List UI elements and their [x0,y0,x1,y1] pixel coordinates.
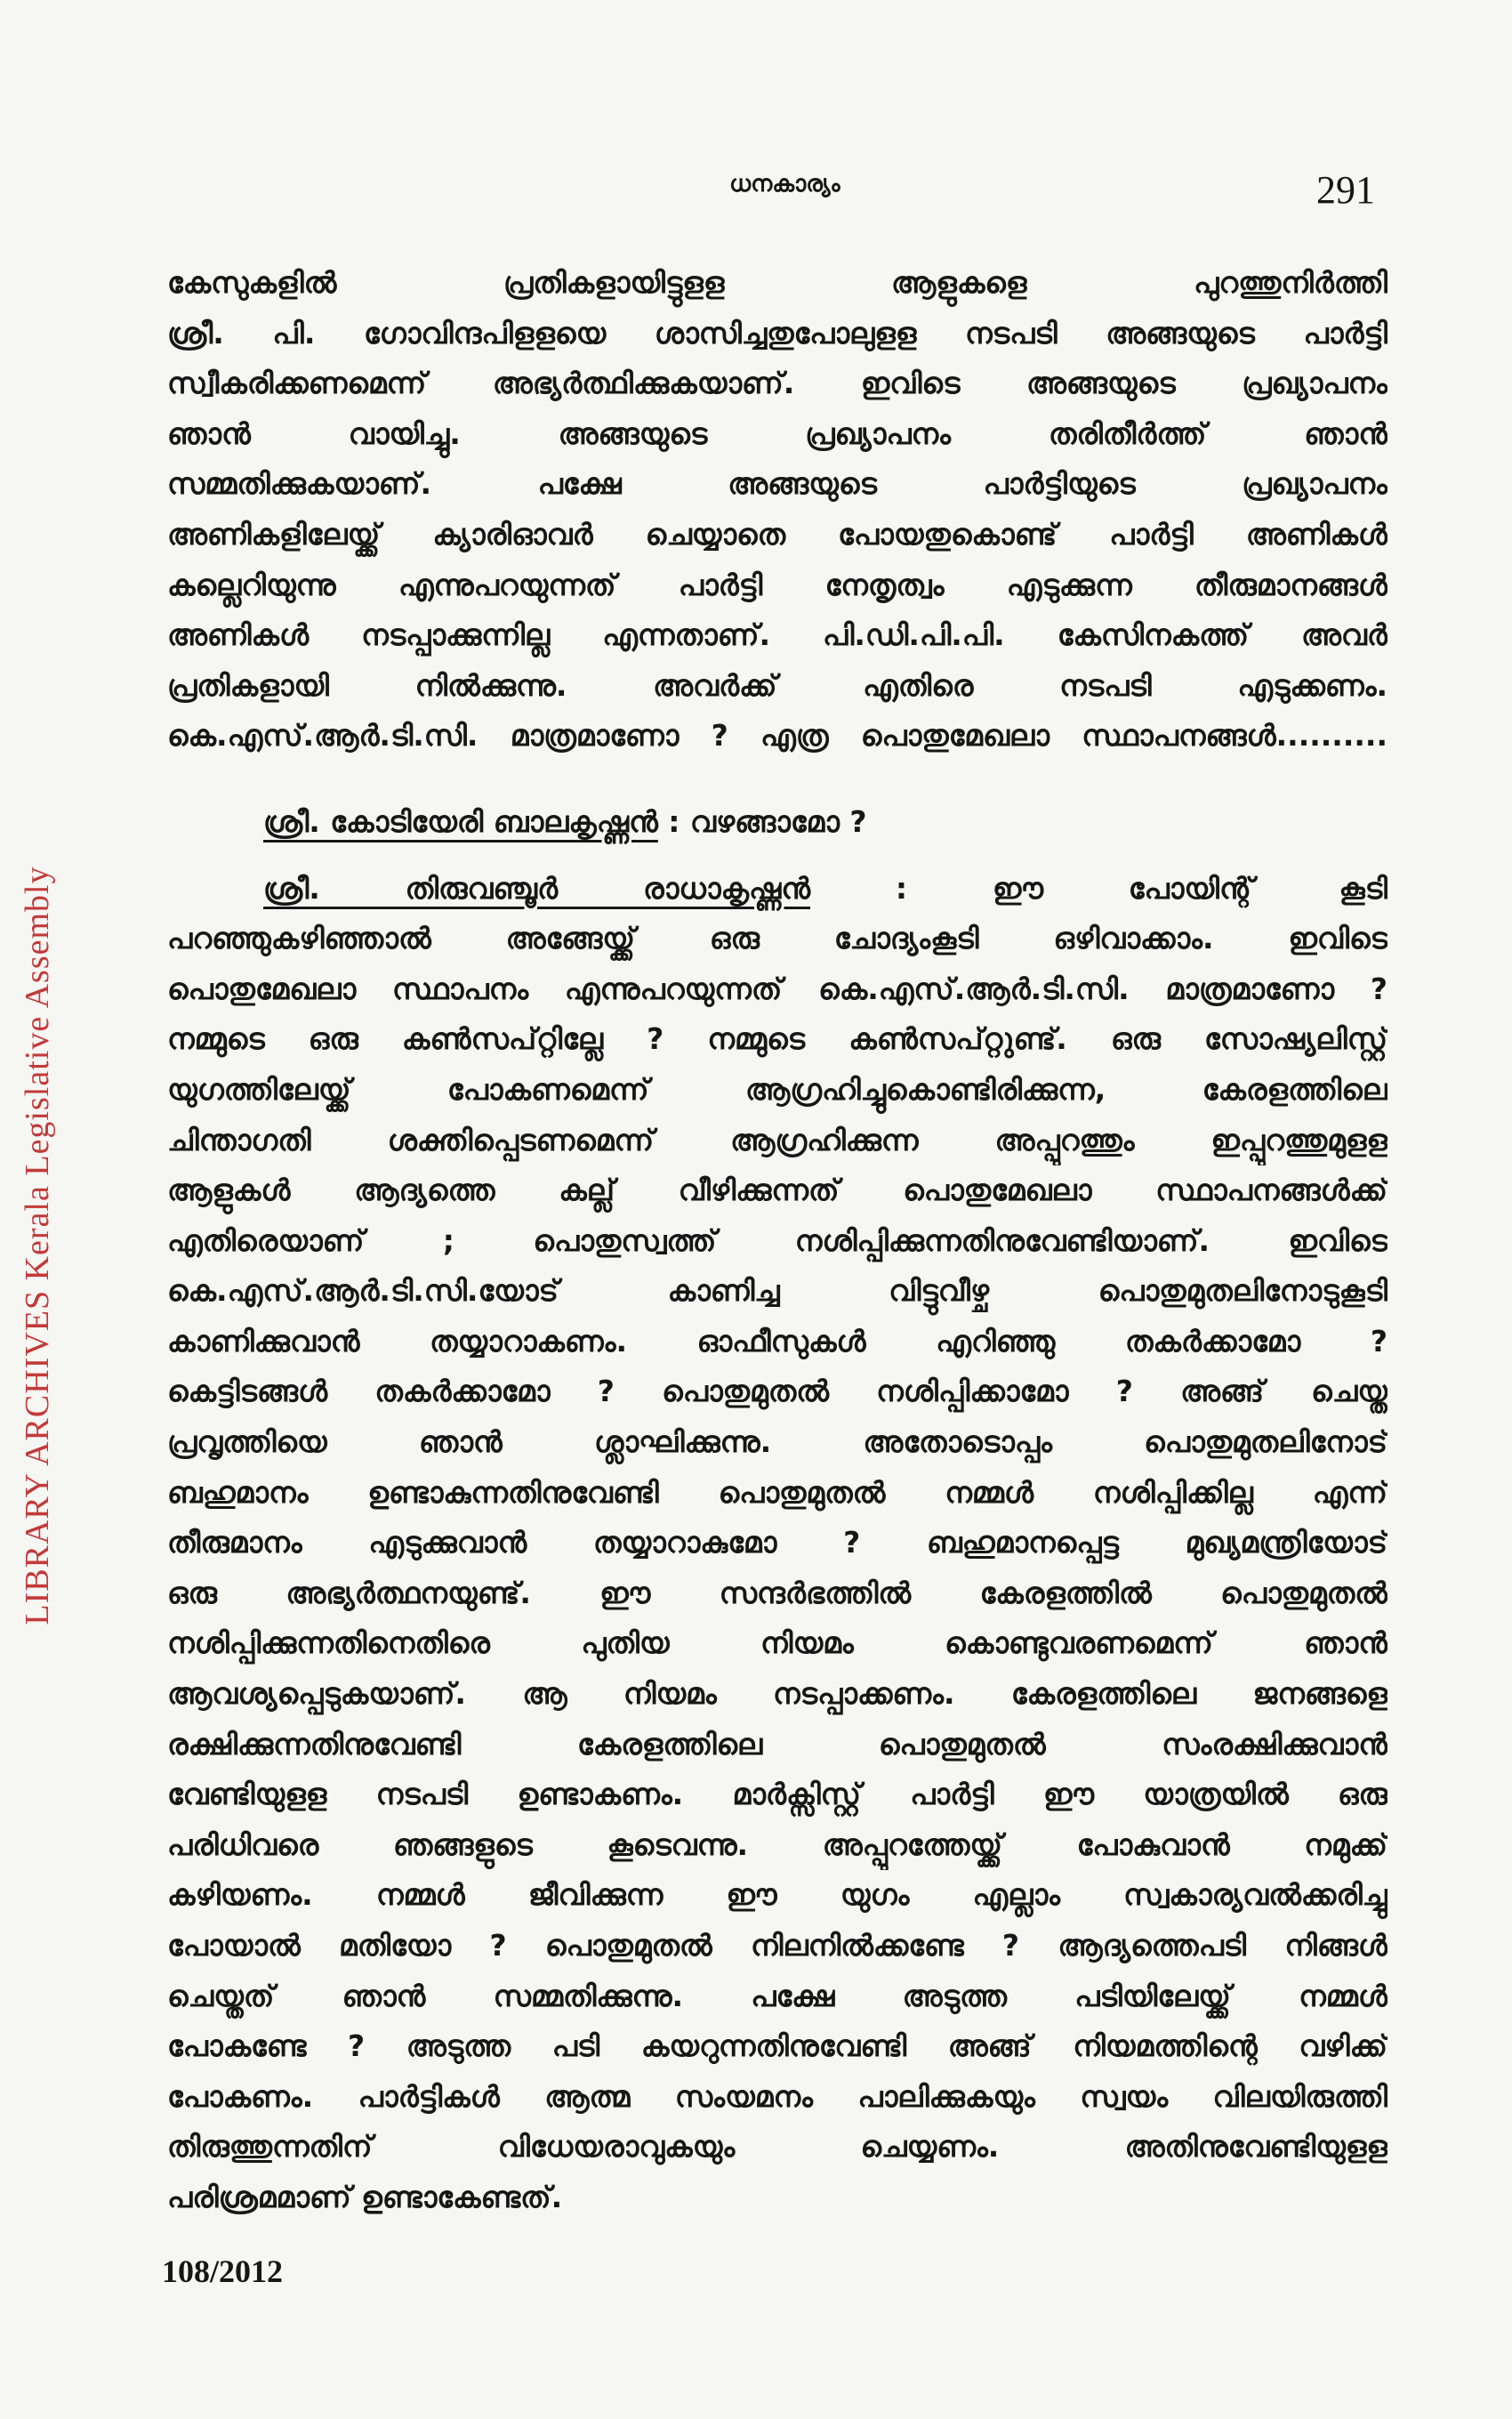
text-line: കെട്ടിടങ്ങൾ തകർക്കാമോ ? പൊതുമുതൽ നശിപ്പിക്കാമോ ? അങ്ങ് ചെയ്ത [167,1374,1387,1409]
text-line: കെ.എസ്.ആർ.ടി.സി. മാത്രമാണോ ? എത്ര പൊതുമേഖലാ സ്ഥാപനങ്ങൾ.......... [167,718,1387,754]
text-line: ചെയ്തത് ഞാൻ സമ്മതിക്കുന്നു. പക്ഷേ അടുത്ത പടിയിലേയ്ക്ക് നമ്മൾ [167,1978,1387,2013]
text-line: രക്ഷിക്കുന്നതിനുവേണ്ടി കേരളത്തിലെ പൊതുമുതൽ സംരക്ഷിക്കുവാൻ [167,1726,1387,1762]
paragraph-1 [167,258,1387,762]
document-code: 108/2012 [162,2254,284,2289]
speaker-name: ശ്രീ. കോടിയേരി ബാലകൃഷ്ണൻ [263,803,658,839]
speaker-name: ശ്രീ. തിരുവഞ്ചൂർ രാധാകൃഷ്ണൻ [263,870,811,906]
text-line: പ്രതികളായി നിൽക്കുന്നു. അവർക്ക് എതിരെ നടപടി എടുക്കണം. [167,667,1387,703]
speaker-separator: : [810,870,993,906]
text-line: നശിപ്പിക്കുന്നതിനെതിരെ പുതിയ നിയമം കൊണ്ടുവരണമെന്ന് ഞാൻ [167,1625,1387,1661]
text-line: പ്രവൃത്തിയെ ഞാൻ ശ്ലാഘിക്കുന്നു. അതോടൊപ്പം പൊതുമുതലിനോട് [167,1424,1387,1460]
spacer [167,762,1387,797]
text-line: അണികൾ നടപ്പാക്കുന്നില്ല എന്നതാണ്. പി.ഡി.പി.പി. കേസിനകത്ത് അവർ [167,617,1387,653]
speaker-remark: ഈ പോയിന്റ് കൂടി [992,870,1387,906]
text-line: പൊതുമേഖലാ സ്ഥാപനം എന്നുപറയുന്നത് കെ.എസ്.ആർ.ടി.സി. മാത്രമാണോ ? [167,971,1387,1006]
text-line: കേസുകളിൽ പ്രതികളായിട്ടുളള ആളുകളെ പുറത്തുനിർത്തി [167,265,1387,300]
text-line: ബഹുമാനം ഉണ്ടാകുന്നതിനുവേണ്ടി പൊതുമുതൽ നമ്മൾ നശിപ്പിക്കില്ല എന്ന് [167,1474,1387,1510]
archive-watermark: LIBRARY ARCHIVES Kerala Legislative Assembly [19,866,56,1625]
text-line: ഒരു അഭ്യർത്ഥനയുണ്ട്. ഈ സന്ദർഭത്തിൽ കേരളത്തിൽ പൊതുമുതൽ [167,1575,1387,1610]
spacer [167,848,1387,864]
speaker-turn-kodiyeri [167,797,1387,848]
text-line: യുഗത്തിലേയ്ക്ക് പോകണമെന്ന് ആഗ്രഹിച്ചുകൊണ്ടിരിക്കുന്ന, കേരളത്തിലെ [167,1071,1387,1107]
text-line: ആളുകൾ ആദ്യത്തെ കല്ല് വീഴിക്കുന്നത് പൊതുമേഖലാ സ്ഥാപനങ്ങൾക്ക് [167,1173,1387,1208]
speaker-remark: വഴങ്ങാമോ ? [689,803,867,839]
text-line: തിരുത്തുന്നതിന് വിധേയരാവുകയും ചെയ്യണം. അതിനുവേണ്ടിയുളള [167,2129,1387,2165]
text-line: ആവശ്യപ്പെടുകയാണ്. ആ നിയമം നടപ്പാക്കണം. കേരളത്തിലെ ജനങ്ങളെ [167,1676,1387,1712]
text-line: കെ.എസ്.ആർ.ടി.സി.യോട് കാണിച്ച വിട്ടുവീഴ്ച പൊതുമുതലിനോടുകൂടി [167,1273,1387,1309]
speaker-turn-thiruvanchoor [167,864,1387,915]
text-line: സ്വീകരിക്കണമെന്ന് അഭ്യർത്ഥിക്കുകയാണ്. ഇവിടെ അങ്ങയുടെ പ്രഖ്യാപനം [167,366,1387,401]
text-line: തീരുമാനം എടുക്കുവാൻ തയ്യാറാകുമോ ? ബഹുമാനപ്പെട്ട മുഖ്യമന്ത്രിയോട് [167,1525,1387,1560]
running-head: ധനകാര്യം [729,171,840,198]
text-line: അണികളിലേയ്ക്ക് ക്യാരിഓവർ ചെയ്യാതെ പോയതുകൊണ്ട് പാർട്ടി അണികൾ [167,516,1387,552]
text-line: നമ്മുടെ ഒരു കൺസപ്റ്റില്ലേ ? നമ്മുടെ കൺസപ്റ്റുണ്ട്. ഒരു സോഷ്യലിസ്റ്റ് [167,1021,1387,1057]
text-line: എതിരെയാണ് ; പൊതുസ്വത്ത് നശിപ്പിക്കുന്നതിനുവേണ്ടിയാണ്. ഇവിടെ [167,1222,1387,1258]
text-line: സമ്മതിക്കുകയാണ്. പക്ഷേ അങ്ങയുടെ പാർട്ടിയുടെ പ്രഖ്യാപനം [167,466,1387,502]
text-line: പോയാൽ മതിയോ ? പൊതുമുതൽ നിലനിൽക്കണ്ടേ ? ആദ്യത്തെപടി നിങ്ങൾ [167,1928,1387,1963]
text-line: ചിന്താഗതി ശക്തിപ്പെടണമെന്ന് ആഗ്രഹിക്കുന്ന അപ്പുറത്തും ഇപ്പുറത്തുമുളള [167,1122,1387,1157]
text-line: കഴിയണം. നമ്മൾ ജീവിക്കുന്ന ഈ യുഗം എല്ലാം സ്വകാര്യവൽക്കരിച്ചു [167,1877,1387,1913]
text-line: പോകണം. പാർട്ടികൾ ആത്മ സംയമനം പാലിക്കുകയും സ്വയം വിലയിരുത്തി [167,2078,1387,2114]
text-line: വേണ്ടിയുളള നടപടി ഉണ്ടാകണം. മാർക്സിസ്റ്റ് പാർട്ടി ഈ യാത്രയിൽ ഒരു [167,1777,1387,1812]
paragraph-2 [167,864,1387,2223]
text-line: കാണിക്കുവാൻ തയ്യാറാകണം. ഓഫീസുകൾ എറിഞ്ഞു തകർക്കാമോ ? [167,1323,1387,1359]
text-line: പോകണ്ടേ ? അടുത്ത പടി കയറുന്നതിനുവേണ്ടി അങ്ങ് നിയമത്തിന്റെ വഴിക്ക് [167,2028,1387,2064]
text-line: പരിധിവരെ ഞങ്ങളുടെ കൂടെവന്നു. അപ്പുറത്തേയ്ക്ക് പോകുവാൻ നമുക്ക് [167,1826,1387,1862]
text-line: പറഞ്ഞുകഴിഞ്ഞാൽ അങ്ങേയ്ക്ക് ഒരു ചോദ്യംകൂടി ഒഴിവാക്കാം. ഇവിടെ [167,921,1387,956]
text-line-last: പരിശ്രമമാണ് ഉണ്ടാകേണ്ടത്. [167,2179,563,2214]
text-line: ഞാൻ വായിച്ചു. അങ്ങയുടെ പ്രഖ്യാപനം തരിതീർത്ത് ഞാൻ [167,415,1387,451]
text-line: ശ്രീ. പി. ഗോവിന്ദപിളളയെ ശാസിച്ചതുപോലുളള നടപടി അങ്ങയുടെ പാർട്ടി [167,315,1387,351]
speaker-separator: : [657,803,690,839]
page-body [167,258,1387,2223]
text-line: കല്ലെറിയുന്നു എന്നുപറയുന്നത് പാർട്ടി നേതൃത്വം എടുക്കുന്ന തീരുമാനങ്ങൾ [167,567,1387,602]
page-number: 291 [1316,168,1375,212]
